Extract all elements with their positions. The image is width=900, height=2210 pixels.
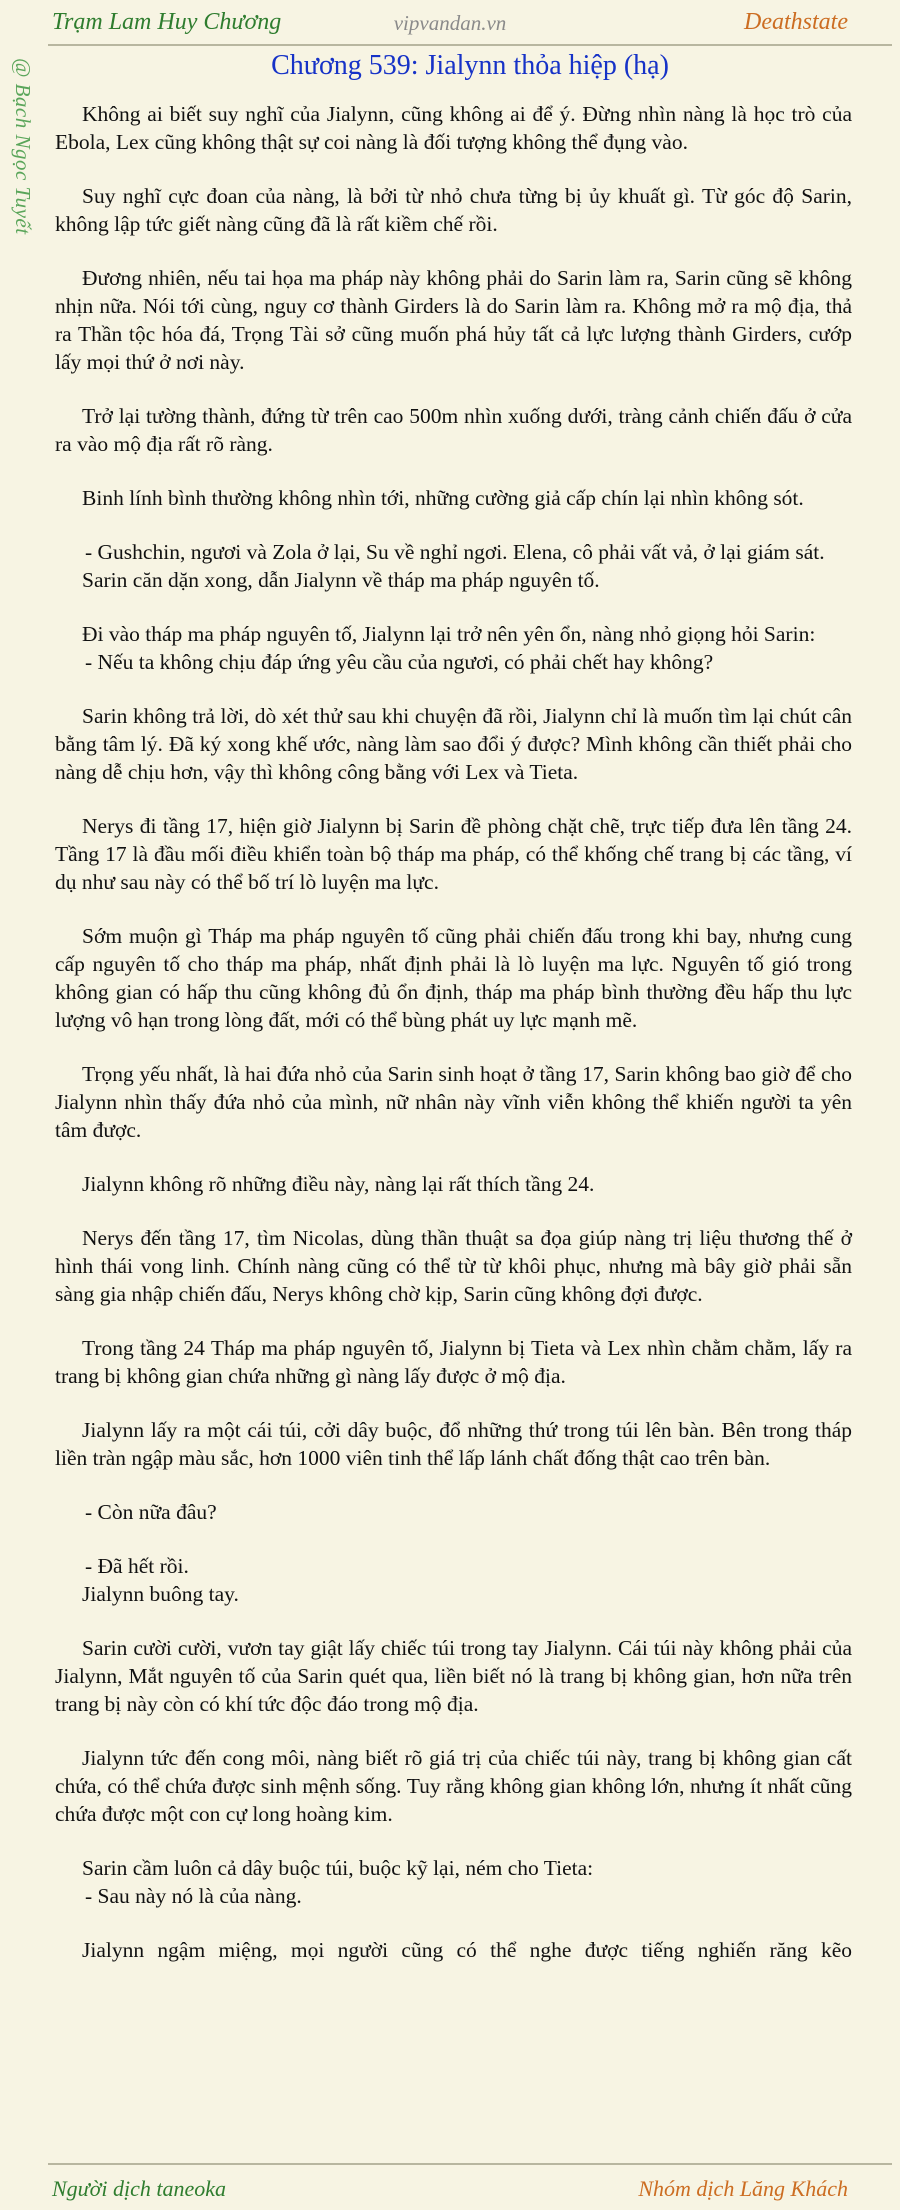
header-book-title: Deathstate [744, 9, 848, 35]
paragraph: Jialynn lấy ra một cái túi, cởi dây buộc, đổ những thứ trong túi lên bàn. Bên trong tháp liền tràn ngập màu sắc, hơn 1000 viên tinh thể lấp lánh chất đống thật cao trên bàn. [55, 1418, 852, 1470]
paragraph: Jialynn không rõ những điều này, nàng lại rất thích tầng 24. [82, 1172, 595, 1196]
footer-group: Nhóm dịch Lăng Khách [638, 2176, 848, 2201]
paragraph: Sarin cầm luôn cả dây buộc túi, buộc kỹ lại, ném cho Tieta: [82, 1856, 594, 1880]
footer-translator: Người dịch taneoka [52, 2176, 227, 2201]
paragraph: Nerys đến tầng 17, tìm Nicolas, dùng thần thuật sa đọa giúp nàng trị liệu thương thế ở hình thái vong linh. Chính nàng cũng có thể từ từ khôi phục, nhưng mà bây giờ phải sẵn sàng gia nhập chiến đấu, Nerys không chờ kịp, Sarin cũng không đợi được. [55, 1226, 852, 1306]
paragraph: Đương nhiên, nếu tai họa ma pháp này không phải do Sarin làm ra, Sarin cũng sẽ không nhịn nữa. Nói tới cùng, nguy cơ thành Girders là do Sarin làm ra. Không mở ra mộ địa, thả ra Thần tộc hóa đá, Trọng Tài sở cũng muốn phá hủy tất cả lực lượng thành Girders, cướp lấy mọi thứ ở nơi này. [55, 266, 852, 374]
page-header [0, 0, 900, 44]
paragraph: Jialynn buông tay. [82, 1582, 239, 1606]
footer-divider [48, 2163, 892, 2165]
dialogue-line: - Nếu ta không chịu đáp ứng yêu cầu của ngươi, có phải chết hay không? [85, 650, 714, 674]
chapter-body [55, 100, 852, 1964]
paragraph: Trở lại tường thành, đứng từ trên cao 500m nhìn xuống dưới, tràng cảnh chiến đấu ở cửa ra vào mộ địa rất rõ ràng. [55, 404, 852, 456]
paragraph: Sớm muộn gì Tháp ma pháp nguyên tố cũng phải chiến đấu trong khi bay, nhưng cung cấp nguyên tố cho tháp ma pháp, nhất định phải là lò luyện ma lực. Nguyên tố gió trong không gian có hấp thu cũng không đủ ổn định, tháp ma pháp bình thường đều hấp thu lực lượng vô hạn trong lòng đất, mới có thể bùng phát uy lực mạnh mẽ. [55, 924, 852, 1032]
dialogue-line: - Đã hết rồi. [85, 1554, 189, 1578]
paragraph: Sarin căn dặn xong, dẫn Jialynn về tháp ma pháp nguyên tố. [82, 568, 600, 592]
paragraph: Jialynn ngậm miệng, mọi người cũng có thể nghe được tiếng nghiến răng kẽo [82, 1938, 852, 1962]
paragraph: Nerys đi tầng 17, hiện giờ Jialynn bị Sarin đề phòng chặt chẽ, trực tiếp đưa lên tầng 24. Tầng 17 là đầu mối điều khiển toàn bộ tháp ma pháp, có thể khống chế trang bị các tầng, ví dụ như sau này có thể bố trí lò luyện ma lực. [55, 814, 852, 894]
paragraph: Trọng yếu nhất, là hai đứa nhỏ của Sarin sinh hoạt ở tầng 17, Sarin không bao giờ để cho Jialynn nhìn thấy đứa nhỏ của mình, nữ nhân này vĩnh viễn không thể khiến người ta yên tâm được. [55, 1062, 852, 1142]
paragraph: Không ai biết suy nghĩ của Jialynn, cũng không ai để ý. Đừng nhìn nàng là học trò của Ebola, Lex cũng không thật sự coi nàng là đối tượng không thể đụng vào. [55, 102, 852, 154]
paragraph: Sarin không trả lời, dò xét thử sau khi chuyện đã rồi, Jialynn chỉ là muốn tìm lại chút cân bằng tâm lý. Đã ký xong khế ước, nàng làm sao đổi ý được? Mình không cần thiết phải cho nàng dễ chịu hơn, vậy thì không công bằng với Lex và Tieta. [55, 704, 852, 784]
chapter-title: Chương 539: Jialynn thỏa hiệp (hạ) [271, 50, 669, 81]
header-site-name: Trạm Lam Huy Chương [52, 9, 282, 35]
paragraph: Suy nghĩ cực đoan của nàng, là bởi từ nhỏ chưa từng bị ủy khuất gì. Từ góc độ Sarin, không lập tức giết nàng cũng đã là rất kiềm chế rồi. [55, 184, 852, 236]
paragraph: Sarin cười cười, vươn tay giật lấy chiếc túi trong tay Jialynn. Cái túi này không phải của Jialynn, Mắt nguyên tố của Sarin quét qua, liền biết nó là trang bị không gian, hơn nữa trên trang bị này còn có khí tức độc đáo trong mộ địa. [55, 1636, 852, 1716]
side-watermark: @ Bạch Ngọc Tuyết [11, 58, 35, 235]
header-divider [48, 44, 892, 46]
paragraph: Binh lính bình thường không nhìn tới, những cường giả cấp chín lại nhìn không sót. [82, 486, 804, 510]
header-url: vipvandan.vn [393, 11, 507, 35]
dialogue-line: - Sau này nó là của nàng. [85, 1884, 302, 1908]
dialogue-line: - Gushchin, ngươi và Zola ở lại, Su về nghỉ ngơi. Elena, cô phải vất vả, ở lại giám sát. [85, 540, 825, 564]
dialogue-line: - Còn nữa đâu? [85, 1500, 217, 1524]
paragraph: Đi vào tháp ma pháp nguyên tố, Jialynn lại trở nên yên ổn, nàng nhỏ giọng hỏi Sarin: [82, 622, 816, 646]
paragraph: Trong tầng 24 Tháp ma pháp nguyên tố, Jialynn bị Tieta và Lex nhìn chằm chằm, lấy ra trang bị không gian chứa những gì nàng lấy được ở mộ địa. [55, 1336, 852, 1388]
page-footer [0, 2166, 900, 2210]
paragraph: Jialynn tức đến cong môi, nàng biết rõ giá trị của chiếc túi này, trang bị không gian cất chứa, có thể chứa được sinh mệnh sống. Tuy rằng không gian không lớn, nhưng ít nhất cũng chứa được một con cự long hoàng kim. [55, 1746, 852, 1826]
